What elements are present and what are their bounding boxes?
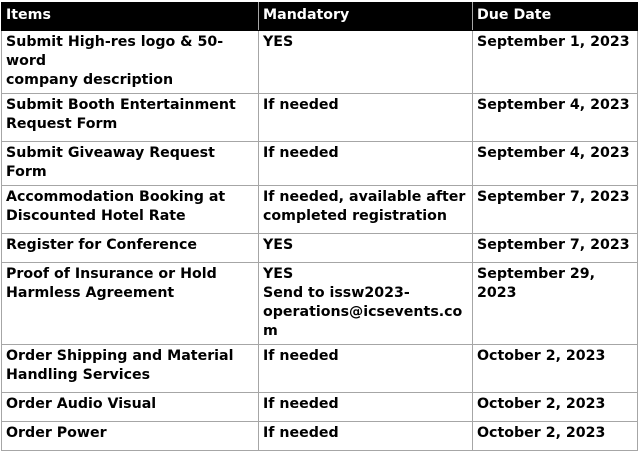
cell-item xyxy=(2,345,259,393)
table-row xyxy=(2,94,638,142)
cell-due-date: October 2, 2023 xyxy=(473,345,638,393)
cell-mandatory xyxy=(259,94,473,142)
header-due-date: Due Date xyxy=(473,3,638,31)
cell-item xyxy=(2,142,259,186)
cell-item-line: Discounted Hotel Rate xyxy=(6,208,186,224)
cell-due-date: October 2, 2023 xyxy=(473,422,638,451)
cell-mandatory xyxy=(259,263,473,345)
cell-item-line: Submit High-res logo & 50-word xyxy=(6,34,224,69)
table-row xyxy=(2,234,638,263)
cell-mandatory xyxy=(259,393,473,422)
table-row xyxy=(2,31,638,94)
cell-item-line: Submit Booth Entertainment xyxy=(6,97,236,113)
cell-mandatory-line: If needed, available after xyxy=(263,189,466,205)
cell-mandatory xyxy=(259,31,473,94)
deadlines-table-container xyxy=(1,2,637,451)
table-row xyxy=(2,263,638,345)
cell-item xyxy=(2,234,259,263)
cell-due-date: September 29, 2023 xyxy=(473,263,638,345)
cell-mandatory-line: YES xyxy=(263,266,294,282)
deadlines-table xyxy=(1,2,638,451)
cell-item xyxy=(2,263,259,345)
table-body xyxy=(2,31,638,451)
table-header xyxy=(2,3,638,31)
cell-item-line: Proof of Insurance or Hold xyxy=(6,266,217,282)
table-row xyxy=(2,345,638,393)
cell-item xyxy=(2,186,259,234)
cell-item-line: Submit Giveaway Request Form xyxy=(6,145,215,180)
table-row xyxy=(2,422,638,451)
cell-mandatory-line: If needed xyxy=(263,348,339,364)
cell-mandatory xyxy=(259,345,473,393)
cell-mandatory xyxy=(259,422,473,451)
cell-item-line: Order Power xyxy=(6,425,107,441)
cell-mandatory-line: If needed xyxy=(263,425,339,441)
table-row xyxy=(2,142,638,186)
cell-item-line: Handling Services xyxy=(6,367,151,383)
cell-mandatory-line: YES xyxy=(263,34,294,50)
cell-item xyxy=(2,94,259,142)
cell-item xyxy=(2,422,259,451)
cell-item-line: Register for Conference xyxy=(6,237,198,253)
cell-due-date: October 2, 2023 xyxy=(473,393,638,422)
cell-item-line: Accommodation Booking at xyxy=(6,189,226,205)
cell-item xyxy=(2,393,259,422)
cell-due-date: September 7, 2023 xyxy=(473,186,638,234)
cell-due-date: September 1, 2023 xyxy=(473,31,638,94)
cell-mandatory-line: If needed xyxy=(263,145,339,161)
cell-item-line: Harmless Agreement xyxy=(6,285,175,301)
cell-mandatory-line: Send to issw2023- xyxy=(263,285,410,301)
cell-mandatory xyxy=(259,234,473,263)
cell-item-line: Order Shipping and Material xyxy=(6,348,234,364)
header-items: Items xyxy=(2,3,259,31)
cell-mandatory xyxy=(259,186,473,234)
cell-due-date: September 7, 2023 xyxy=(473,234,638,263)
header-row xyxy=(2,3,638,31)
cell-item xyxy=(2,31,259,94)
cell-item-line: Order Audio Visual xyxy=(6,396,157,412)
cell-item-line: Request Form xyxy=(6,116,118,132)
cell-mandatory-line: If needed xyxy=(263,396,339,412)
cell-item-line: company description xyxy=(6,72,174,88)
cell-due-date: September 4, 2023 xyxy=(473,94,638,142)
cell-mandatory-line: If needed xyxy=(263,97,339,113)
cell-mandatory xyxy=(259,142,473,186)
table-row xyxy=(2,186,638,234)
cell-mandatory-line: completed registration xyxy=(263,208,448,224)
header-mandatory: Mandatory xyxy=(259,3,473,31)
cell-due-date: September 4, 2023 xyxy=(473,142,638,186)
table-row xyxy=(2,393,638,422)
cell-mandatory-line: operations@icsevents.com xyxy=(263,304,463,339)
cell-mandatory-line: YES xyxy=(263,237,294,253)
